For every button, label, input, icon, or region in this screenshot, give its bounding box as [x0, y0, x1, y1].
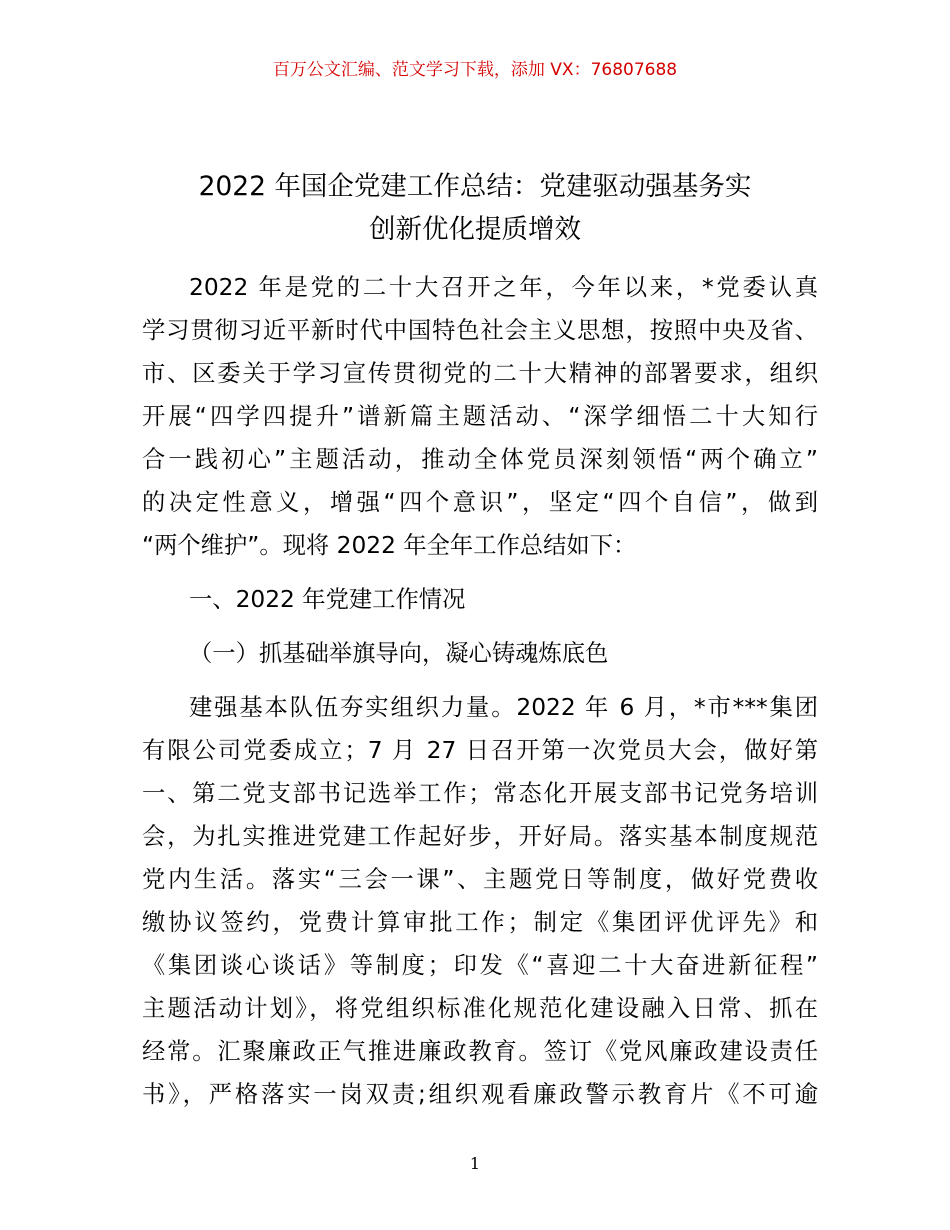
- body-line: 党内生活。落实“三会一课”、主题党日等制度，做好党费收: [142, 866, 818, 893]
- body-line: 书》，严格落实一岗双责;组织观看廉政警示教育片《不可逾: [142, 1081, 818, 1108]
- document-title-line-1: 2022 年国企党建工作总结：党建驱动强基务实: [198, 171, 752, 202]
- body-line: 2022 年是党的二十大召开之年，今年以来，*党委认真: [189, 274, 818, 301]
- subsection-heading: （一）抓基础举旗导向，凝心铸魂炼底色: [189, 640, 609, 667]
- download-notice: 百万公文汇编、范文学习下载，添加 VX：76807688: [272, 60, 678, 80]
- body-line: 有限公司党委成立；7 月 27 日召开第一次党员大会，做好第: [142, 737, 818, 764]
- page-number: 1: [469, 1154, 481, 1173]
- body-line: 经常。汇聚廉政正气推进廉政教育。签订《党风廉政建设责任: [142, 1038, 818, 1065]
- body-line: 的决定性意义，增强“四个意识”，坚定“四个自信”，做到: [142, 489, 818, 516]
- body-line: 开展“四学四提升”谱新篇主题活动、“深学细悟二十大知行: [142, 403, 818, 430]
- section-heading: 一、2022 年党建工作情况: [189, 586, 466, 613]
- body-line: 建强基本队伍夯实组织力量。2022 年 6 月，*市***集团: [189, 694, 818, 721]
- body-line: 主题活动计划》，将党组织标准化规范化建设融入日常、抓在: [142, 995, 818, 1022]
- body-line: 市、区委关于学习宣传贯彻党的二十大精神的部署要求，组织: [142, 360, 818, 387]
- body-line: 学习贯彻习近平新时代中国特色社会主义思想，按照中央及省、: [142, 317, 818, 344]
- body-line: 缴协议签约，党费计算审批工作；制定《集团评优评先》和: [142, 909, 818, 936]
- body-line: 一、第二党支部书记选举工作；常态化开展支部书记党务培训: [142, 780, 818, 807]
- body-line: 《集团谈心谈话》等制度；印发《“喜迎二十大奋进新征程”: [142, 952, 818, 979]
- document-title-line-2: 创新优化提质增效: [369, 214, 581, 245]
- body-line: “两个维护”。现将 2022 年全年工作总结如下：: [142, 532, 637, 559]
- body-line: 会，为扎实推进党建工作起好步，开好局。落实基本制度规范: [142, 823, 818, 850]
- body-line: 合一践初心”主题活动，推动全体党员深刻领悟“两个确立”: [142, 446, 818, 473]
